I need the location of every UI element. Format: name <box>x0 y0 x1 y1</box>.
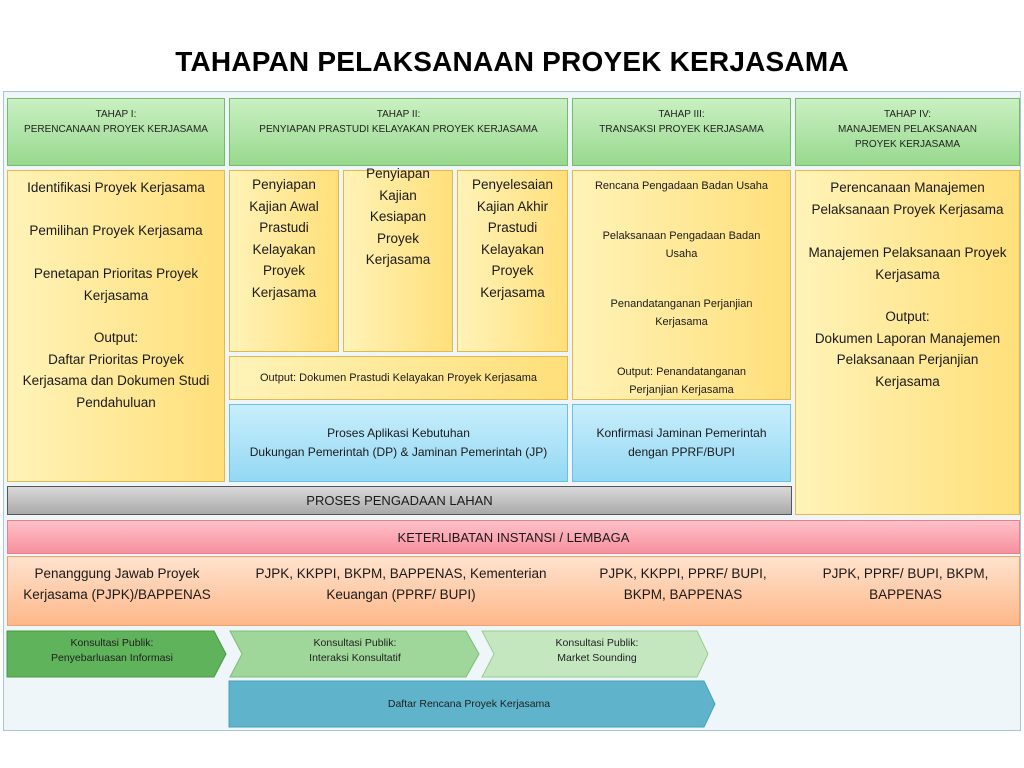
tahap1-item-identifikasi: Identifikasi Proyek Kerjasama <box>27 180 205 195</box>
consultation-informasi: Konsultasi Publik: Penyebarluasan Informasi <box>51 637 173 664</box>
institutions-tahap4: PJPK, PPRF/ BUPI, BKPM, BAPPENAS <box>822 566 989 602</box>
consultation-market-sounding: Konsultasi Publik: Market Sounding <box>555 637 639 664</box>
tahap2-output: Output: Dokumen Prastudi Kelayakan Proyek Kerjasama <box>229 356 568 400</box>
tahap1-box <box>7 170 225 482</box>
tahap2-step-kesiapan: Penyiapan Kajian Kesiapan Proyek Kerjasama <box>343 170 453 352</box>
page-title: TAHAPAN PELAKSANAAN PROYEK KERJASAMA <box>175 46 849 77</box>
tahap1-item-pemilihan: Pemilihan Proyek Kerjasama <box>29 223 203 238</box>
institutions-tahap3: PJPK, KKPPI, PPRF/ BUPI, BKPM, BAPPENAS <box>599 566 767 602</box>
tahap1-item-penetapan: Penetapan Prioritas Proyek Kerjasama <box>33 266 199 303</box>
tahap3-output: Output: Penandatanganan Perjanjian Kerjasama <box>616 366 747 396</box>
institutions-tahap1: Penanggung Jawab Proyek Kerjasama (PJPK)/BAPPENAS <box>23 566 211 602</box>
institutions-header: KETERLIBATAN INSTANSI / LEMBAGA <box>7 520 1020 554</box>
tahap2-step-akhir: Penyelesaian Kajian Akhir Prastudi Kelayakan Proyek Kerjasama <box>457 170 568 352</box>
tahap3-item-penandatanganan: Penandatanganan Perjanjian Kerjasama <box>610 298 753 328</box>
phase-header-3: TAHAP III: TRANSAKSI PROYEK KERJASAMA <box>572 98 791 166</box>
daftar-rencana-label: Daftar Rencana Proyek Kerjasama <box>387 698 551 710</box>
land-acquisition-bar: PROSES PENGADAAN LAHAN <box>7 486 792 515</box>
institutions-tahap2: PJPK, KKPPI, BKPM, BAPPENAS, Kementerian Keuangan (PPRF/ BUPI) <box>255 566 547 602</box>
tahap4-box <box>795 170 1020 515</box>
tahap4-output: Output: Dokumen Laporan Manajemen Pelaksanaan Perjanjian Kerjasama <box>814 309 1001 389</box>
tahap3-item-pelaksanaan: Pelaksanaan Pengadaan Badan Usaha <box>602 230 761 260</box>
tahap2-support-process: Proses Aplikasi Kebutuhan Dukungan Pemerintah (DP) & Jaminan Pemerintah (JP) <box>229 404 568 482</box>
tahap1-output: Output: Daftar Prioritas Proyek Kerjasama dan Dokumen Studi Pendahuluan <box>22 330 210 410</box>
tahap2-step-awal: Penyiapan Kajian Awal Prastudi Kelayakan Proyek Kerjasama <box>229 170 339 352</box>
consultation-interaksi: Konsultasi Publik: Interaksi Konsultatif <box>309 637 401 664</box>
tahap4-item-perencanaan: Perencanaan Manajemen Pelaksanaan Proyek Kerjasama <box>811 180 1004 217</box>
phase-header-2: TAHAP II: PENYIAPAN PRASTUDI KELAYAKAN PROYEK KERJASAMA <box>229 98 568 166</box>
institutions-row <box>7 556 1020 626</box>
tahap4-item-manajemen: Manajemen Pelaksanaan Proyek Kerjasama <box>808 245 1007 282</box>
phase-header-4: TAHAP IV: MANAJEMEN PELAKSANAAN PROYEK KERJASAMA <box>795 98 1020 166</box>
tahap3-item-rencana: Rencana Pengadaan Badan Usaha <box>594 180 769 192</box>
phase-header-1: TAHAP I: PERENCANAAN PROYEK KERJASAMA <box>7 98 225 166</box>
tahap3-confirmation: Konfirmasi Jaminan Pemerintah dengan PPRF/BUPI <box>572 404 791 482</box>
tahap3-box <box>572 170 791 400</box>
